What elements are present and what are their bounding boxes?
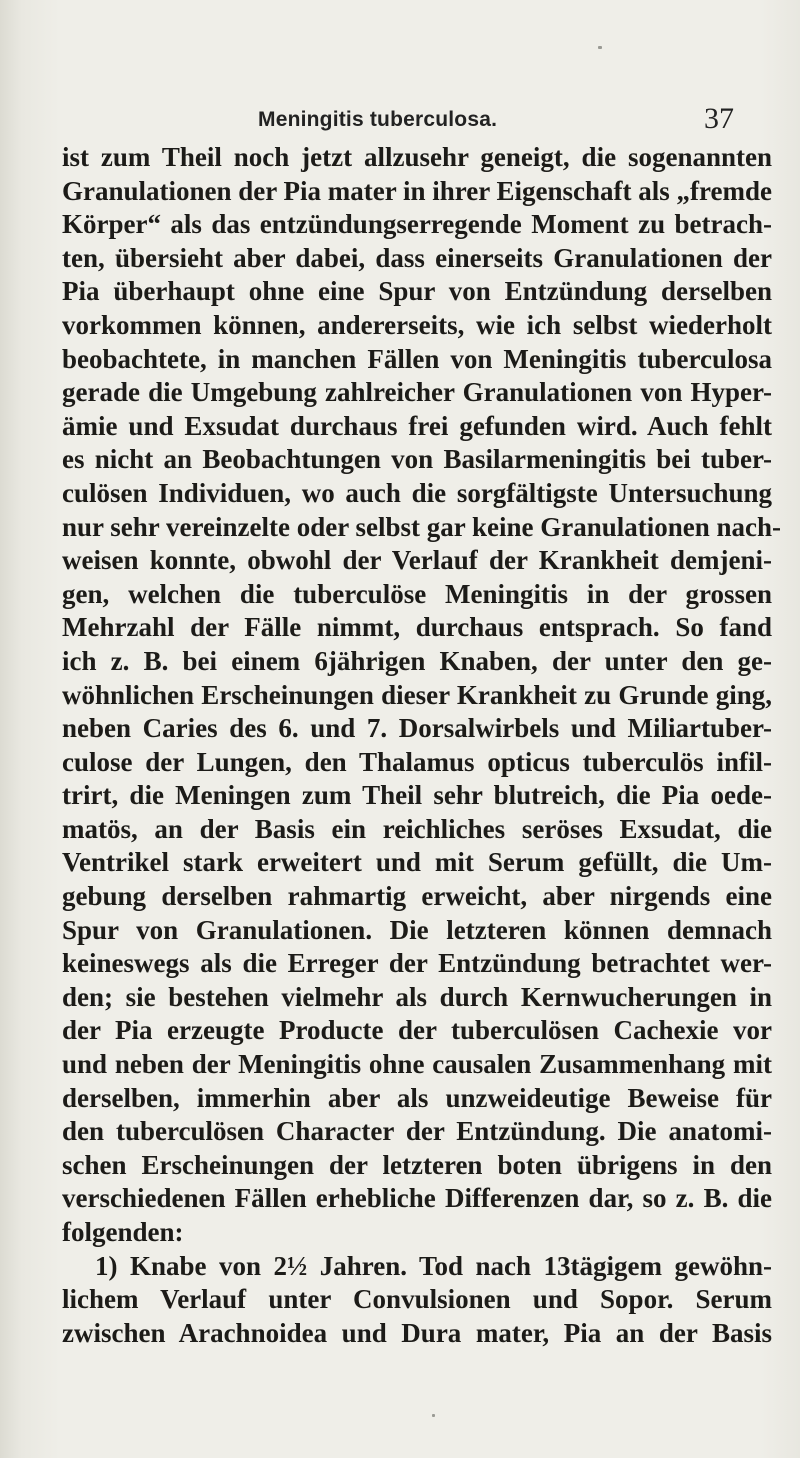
text-line: lichem Verlauf unter Convulsionen und Sopor. Serum	[62, 1284, 772, 1315]
text-line: verschiedenen Fällen erhebliche Differenzen dar, so z. B. die	[62, 1183, 772, 1214]
text-line: folgenden:	[62, 1217, 184, 1247]
text-line: culose der Lungen, den Thalamus opticus tuberculös infil-	[62, 746, 772, 777]
running-title: Meningitis tuberculosa.	[258, 108, 498, 131]
text-line: trirt, die Meningen zum Theil sehr blutreich, die Pia oede-	[62, 780, 772, 811]
paper-speck	[432, 1414, 435, 1417]
text-line: und neben der Meningitis ohne causalen Zusammenhang mit	[62, 1049, 772, 1080]
text-line: es nicht an Beobachtungen von Basilarmeningitis bei tuber-	[62, 444, 772, 475]
text-line: Granulationen der Pia mater in ihrer Eigenschaft als „fremde	[62, 175, 772, 206]
text-line: derselben, immerhin aber als unzweideutige Beweise für	[62, 1082, 772, 1113]
text-line: ten, übersieht aber dabei, dass einerseits Granulationen der	[62, 242, 772, 273]
text-line: keineswegs als die Erreger der Entzündung betrachtet wer-	[62, 948, 772, 979]
text-line: Ventrikel stark erweitert und mit Serum gefüllt, die Um-	[62, 847, 772, 878]
text-line: den tuberculösen Character der Entzündung. Die anatomi-	[62, 1116, 772, 1147]
text-line: Körper“ als das entzündungserregende Moment zu betrach-	[62, 209, 772, 240]
text-line: beobachtete, in manchen Fällen von Meningitis tuberculosa	[62, 343, 772, 374]
text-line: gen, welchen die tuberculöse Meningitis in der grossen	[62, 578, 772, 609]
text-line: Pia überhaupt ohne eine Spur von Entzündung derselben	[62, 276, 772, 307]
text-line: gerade die Umgebung zahlreicher Granulationen von Hyper-	[62, 377, 772, 408]
page-number: 37	[704, 102, 734, 135]
text-line: nur sehr vereinzelte oder selbst gar keine Granulationen nach-	[62, 511, 781, 542]
text-line: wöhnlichen Erscheinungen dieser Krankheit zu Grunde ging,	[62, 679, 772, 710]
text-line: der Pia erzeugte Producte der tuberculösen Cachexie vor	[62, 1015, 772, 1046]
text-line: ämie und Exsudat durchaus frei gefunden wird. Auch fehlt	[62, 410, 772, 441]
text-line: gebung derselben rahmartig erweicht, aber nirgends eine	[62, 881, 772, 912]
text-line: 1) Knabe von 2½ Jahren. Tod nach 13tägigem gewöhn-	[95, 1250, 772, 1281]
paper-speck	[598, 46, 602, 49]
text-line: vorkommen können, andererseits, wie ich selbst wiederholt	[62, 309, 772, 340]
text-line: matös, an der Basis ein reichliches seröses Exsudat, die	[62, 813, 772, 844]
page-header	[0, 100, 800, 140]
text-line: schen Erscheinungen der letzteren boten übrigens in den	[62, 1149, 772, 1180]
text-line: culösen Individuen, wo auch die sorgfältigste Untersuchung	[62, 477, 772, 508]
text-line: Spur von Granulationen. Die letzteren können demnach	[62, 914, 772, 945]
body-text	[62, 141, 781, 1350]
text-line: den; sie bestehen vielmehr als durch Kernwucherungen in	[62, 981, 772, 1012]
text-line: ich z. B. bei einem 6jährigen Knaben, der unter den ge-	[62, 645, 772, 676]
text-line: ist zum Theil noch jetzt allzusehr geneigt, die sogenannten	[62, 142, 772, 172]
text-line: neben Caries des 6. und 7. Dorsalwirbels und Miliartuber-	[62, 713, 772, 744]
text-line: zwischen Arachnoidea und Dura mater, Pia an der Basis	[62, 1317, 772, 1348]
text-line: weisen konnte, obwohl der Verlauf der Krankheit demjeni-	[62, 545, 772, 576]
text-line: Mehrzahl der Fälle nimmt, durchaus entsprach. So fand	[62, 612, 772, 643]
